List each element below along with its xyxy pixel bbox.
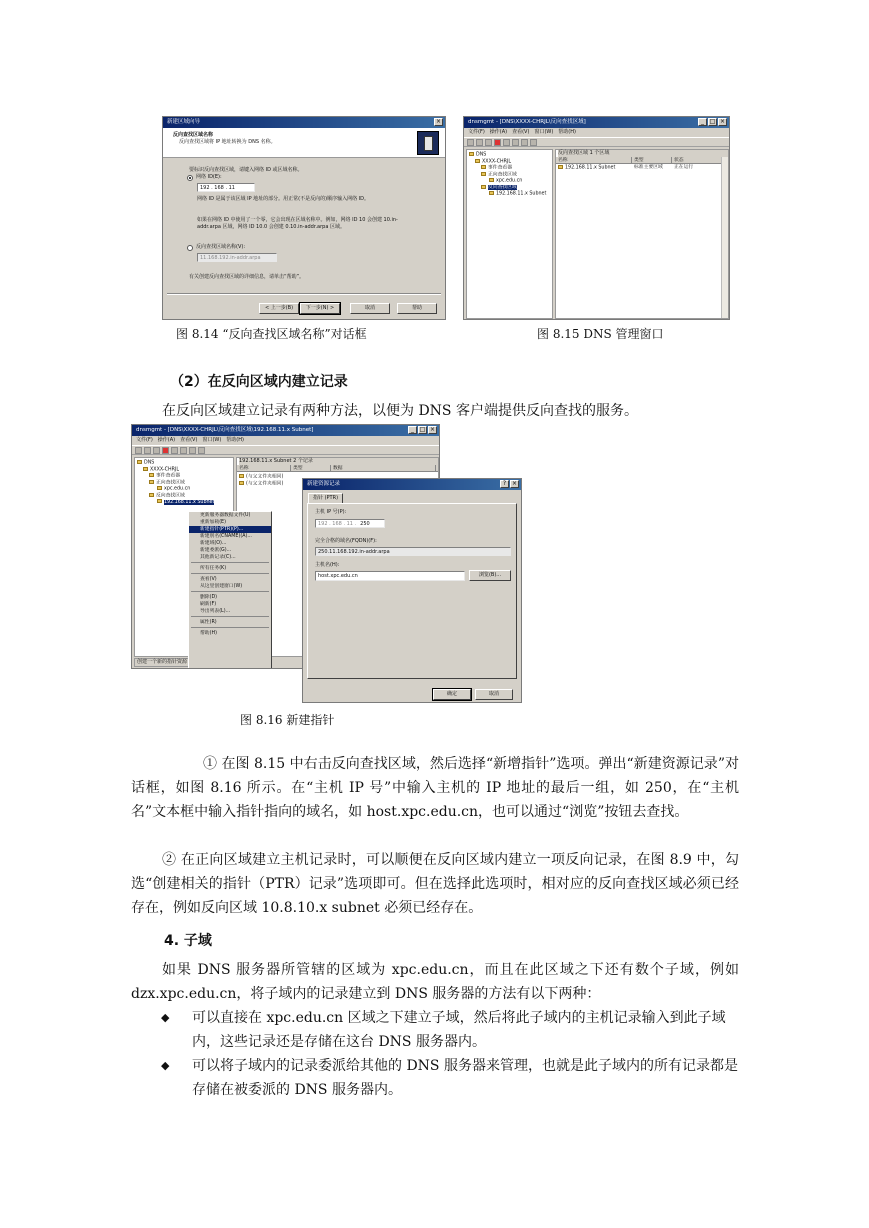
intro-paragraph: 在反向区域建立记录有两种方法，以便为 DNS 客户端提供反向查找的服务。 [162,403,638,419]
tree-subnet[interactable]: 192.168.11.x Subnet [489,191,546,198]
dns-list-pane [555,149,729,319]
figure-8-15-screenshot [463,116,730,320]
dns-toolbar [132,445,439,455]
menu-help[interactable]: 帮助(H) [558,129,576,135]
export-icon[interactable] [521,139,528,146]
browse-button[interactable]: 浏览(B)... [469,570,511,581]
divider [167,293,441,295]
menu-action[interactable]: 操作(A) [489,129,508,135]
wizard-header-subtitle: 反向查找区域将 IP 地址转换为 DNS 名称。 [179,139,276,145]
folder-icon [481,185,486,189]
table-row[interactable]: 192.168.11.x Subnet 标准主要区域 正在运行 [558,165,693,172]
minimize-icon[interactable]: _ [408,426,417,434]
menu-view[interactable]: 查看(V) [180,437,198,443]
wizard-note-1: 网络 ID 是属于该区域 IP 地址的部分。用正常(不是反向的)顺序输入网络 ID。 [197,196,369,202]
tree-event-viewer[interactable]: 事件查看器 [149,473,206,480]
column-status[interactable]: 状态 [672,157,722,163]
subsection-heading: 4. 子域 [164,933,212,949]
delete-icon[interactable] [494,139,501,146]
next-button[interactable]: 下一步(N) > [300,303,340,314]
menu-item-new-window[interactable]: 从这里创建窗口(W) [200,584,243,589]
menu-item-view[interactable]: 查看(V) [200,577,217,582]
menu-item-other-records[interactable]: 其他新记录(C)... [200,555,236,560]
help-icon[interactable] [530,139,537,146]
help-icon[interactable]: ? [500,480,509,488]
dns-titlebar [464,117,729,128]
properties-icon[interactable] [503,139,510,146]
paragraph-1: ① 在图 8.15 中右击反向查找区域，然后选择“新增指针”选项。弹出“新建资源记录”对话框，如图 8.16 所示。在“主机 IP 号”中输入主机的 IP 地址的最后一组，如 250，在“主机名”文本框中输入指针指向的域名，如 host.xpc.edu.cn，也可以通过“浏览”按钮去查找。 [131,756,739,820]
dns-menubar [464,128,729,137]
dns-menubar [132,436,439,445]
netid-radio[interactable] [187,175,193,181]
tab-ptr[interactable]: 指针 (PTR) [308,493,343,503]
diamond-bullet-icon: ◆ [161,1011,170,1024]
menu-help[interactable]: 帮助(H) [226,437,244,443]
host-ip-label: 主机 IP 号(P): [315,509,347,515]
tree-xpc[interactable]: xpc.edu.cn [489,178,546,185]
back-button[interactable]: < 上一步(B) [259,303,299,314]
column-type[interactable]: 类型 [632,157,672,163]
paragraph-3: 如果 DNS 服务器所管辖的区域为 xpc.edu.cn，而且在此区域之下还有数个子域，例如 dzx.xpc.edu.cn，将子域内的记录建立到 DNS 服务器的方法有以下两种： [131,962,739,1002]
back-icon[interactable] [467,139,474,146]
netid-input[interactable]: 192 . 168 . 11 [197,183,255,192]
menu-item-properties[interactable]: 属性(R) [200,620,217,625]
cancel-button[interactable]: 取消 [350,303,390,314]
wizard-intro: 要标识反向查找区域，请键入网络 ID 或区域名称。 [189,167,303,173]
close-icon[interactable]: × [719,118,726,125]
tree-event-viewer[interactable]: 事件查看器 [481,165,538,172]
close-icon[interactable]: × [429,426,436,433]
dns-titlebar [132,425,439,436]
diamond-bullet-icon: ◆ [161,1059,170,1072]
menu-window[interactable]: 窗口(W) [534,129,554,135]
tree-server[interactable]: XXXX-CHRJL [143,467,200,474]
tree-dns[interactable]: DNS [137,460,194,467]
menu-item-new-domain[interactable]: 新建域(O)... [200,541,227,546]
folder-icon [149,480,154,484]
figure-8-16-caption: 图 8.16 新建指针 [240,713,335,727]
wizard-titlebar [163,117,445,128]
wizard-header-title: 反向查找区域名称 [173,132,214,138]
host-ip-last[interactable]: 250 [360,521,370,527]
tree-xpc[interactable]: xpc.edu.cn [157,486,214,493]
forward-icon[interactable] [476,139,483,146]
dns-window-title: dnsmgmt - [DNS\XXXX-CHRJL\反向查找区域\192.168.11.x Subnet] [136,427,314,433]
menu-view[interactable]: 查看(V) [512,129,530,135]
column-name[interactable]: 名称 [556,157,632,163]
tab-panel [307,503,517,679]
close-icon[interactable]: × [435,118,442,125]
maximize-icon[interactable]: □ [419,426,426,433]
dns-window-title: dnsmgmt - [DNS\XXXX-CHRJL\反向查找区域] [468,119,586,125]
list-item[interactable]: (与父文件夹相同) [239,481,283,488]
dns-icon [137,460,142,464]
menu-item-reload[interactable]: 重新加载(E) [200,520,226,525]
minimize-icon[interactable]: _ [698,118,707,126]
tree-subnet[interactable]: 192.168.11.x Subnet [157,499,214,506]
refresh-icon[interactable] [180,447,187,454]
wizard-note-2: 如果在网络 ID 中使用了一个零，它会出现在区域名称中。例如，网络 ID 10 会创建 10.in-addr.arpa 区域，网络 ID 10.0 会创建 0.10.in-addr.arpa 区域。 [197,217,398,230]
cancel-button[interactable]: 取消 [475,689,513,700]
menu-item-update[interactable]: 更新服务器数据文件(U) [200,513,251,518]
close-icon[interactable]: × [511,480,518,487]
section-heading: （2）在反向区域内建立记录 [170,374,348,390]
menu-item-new-delegation[interactable]: 新建委派(G)... [200,548,232,553]
dns-icon [469,152,474,156]
wizard-header [163,128,445,158]
column-data[interactable]: 数据 [331,465,436,471]
properties-icon[interactable] [171,447,178,454]
dialog-titlebar [303,479,521,490]
figure-8-15-caption: 图 8.15 DNS 管理窗口 [537,327,664,341]
zone-label: 反向查找区域名称(V): [196,244,246,250]
netid-label: 网络 ID(E): [196,174,222,180]
menu-action[interactable]: 操作(A) [157,437,176,443]
zone-icon [157,499,162,503]
up-icon[interactable] [153,447,160,454]
menu-item-help[interactable]: 帮助(H) [200,631,217,636]
vertical-scrollbar[interactable] [721,157,728,318]
folder-icon [149,473,154,477]
zone-icon [489,178,494,182]
menu-item-delete[interactable]: 删除(D) [200,595,218,600]
column-name[interactable]: 名称 [237,465,291,471]
list-columns [556,157,722,164]
folder-icon [481,165,486,169]
wizard-title: 新建区域向导 [167,119,201,125]
bullet-text: 可以直接在 xpc.edu.cn 区域之下建立子域，然后将此子域内的主机记录输入到此子域内，这些记录还是存储在这台 DNS 服务器内。 [192,1010,726,1050]
menu-item-export[interactable]: 导出列表(L)... [200,609,231,614]
ok-button[interactable]: 确定 [433,689,471,700]
fqdn-input[interactable]: 250.11.168.192.in-addr.arpa [315,547,511,556]
fqdn-label: 完全合格的域名(FQDN)(F): [315,538,377,544]
bullet-item-2 [161,1054,739,1102]
tree-reverse-zones[interactable]: 反向查找区域 [481,185,538,192]
server-icon [143,467,148,471]
tree-forward-zones[interactable]: 正向查找区域 [481,172,538,179]
zone-radio[interactable] [187,245,193,251]
record-icon [239,481,244,485]
dns-toolbar [464,137,729,147]
tree-server[interactable]: XXXX-CHRJL [475,159,532,166]
forward-icon[interactable] [144,447,151,454]
folder-icon [149,493,154,497]
list-pane-header: 反向查找区域 1 个区域 [558,150,728,157]
dialog-title: 新建资源记录 [307,481,341,487]
list-pane-header: 192.168.11.x Subnet 2 个记录 [239,458,438,465]
up-icon[interactable] [485,139,492,146]
new-record-dialog [302,478,522,703]
wizard-help-text: 有关创建反向查找区域的详细信息，请单击“帮助”。 [189,274,305,280]
server-icon [475,159,480,163]
menu-item-new-cname[interactable]: 新建别名(CNAME)(A)... [200,534,252,539]
paragraph-2: ② 在正向区域建立主机记录时，可以顺便在反向区域内建立一项反向记录，在图 8.9 中，勾选“创建相关的指针（PTR）记录”选项即可。但在选择此选项时，相对应的反向查找区域必须已经存在，例如反向区域 10.8.10.x subnet 必须已经存在。 [131,852,739,916]
record-icon [239,474,244,478]
help-button[interactable]: 帮助 [397,303,437,314]
hostname-input[interactable]: host.xpc.edu.cn [315,571,465,581]
export-icon[interactable] [189,447,196,454]
folder-icon [481,172,486,176]
context-menu [188,511,272,669]
bullet-text: 可以将子域内的记录委派给其他的 DNS 服务器来管理，也就是此子域内的所有记录都是存储在被委派的 DNS 服务器内。 [192,1058,738,1098]
bullet-item-1 [161,1006,739,1054]
tree-dns[interactable]: DNS [469,152,526,159]
menu-item-new-ptr[interactable]: 新建指针(PTR)(P)... [189,526,271,533]
figure-8-14-screenshot [162,116,446,320]
back-icon[interactable] [135,447,142,454]
menu-item-all-tasks[interactable]: 所有任务(K) [200,566,227,571]
tree-forward-zones[interactable]: 正向查找区域 [149,480,206,487]
menu-file[interactable]: 文件(F) [136,437,153,443]
maximize-icon[interactable]: □ [709,118,716,125]
figure-8-14-caption: 图 8.14 “反向查找区域名称”对话框 [176,327,367,341]
menu-file[interactable]: 文件(F) [468,129,485,135]
menu-item-refresh[interactable]: 刷新(F) [200,602,217,607]
zone-icon [489,191,494,195]
column-type[interactable]: 类型 [291,465,331,471]
zone-input[interactable]: 11.168.192.in-addr.arpa [197,253,277,262]
delete-icon[interactable] [162,447,169,454]
tree-reverse-zones[interactable]: 反向查找区域 [149,493,206,500]
host-ip-input[interactable] [315,519,385,528]
menu-window[interactable]: 窗口(W) [202,437,222,443]
zone-icon [157,486,162,490]
list-item[interactable]: (与父文件夹相同) [239,474,283,481]
dns-tree-pane [466,149,553,319]
status-bar: 创建一个新的指针资源 [134,658,224,667]
host-ip-prefix: 192 . 168 . 11 . [318,521,357,527]
refresh-icon[interactable] [512,139,519,146]
hostname-label: 主机名(H): [315,562,340,568]
server-icon [417,131,439,155]
zone-icon [558,165,563,169]
help-icon[interactable] [198,447,205,454]
list-columns [237,465,438,472]
